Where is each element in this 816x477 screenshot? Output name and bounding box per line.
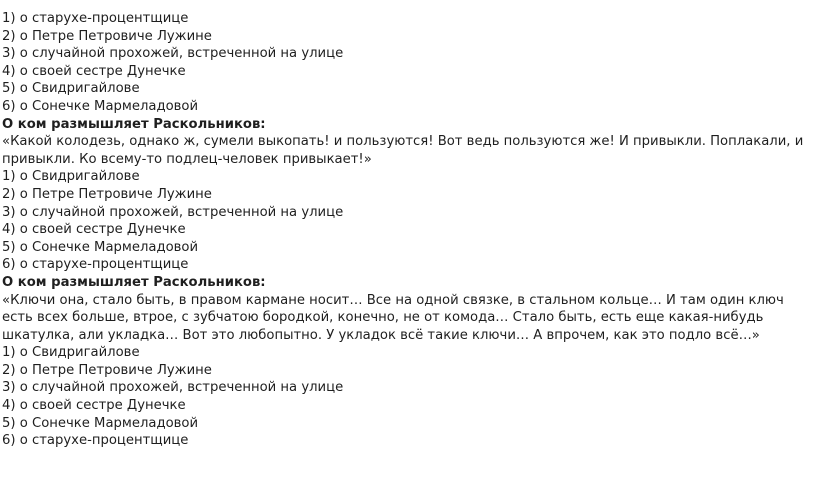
list-item: 5) о Сонечке Мармеладовой [2, 239, 199, 255]
list-item: 3) о случайной прохожей, встреченной на улице [2, 380, 344, 396]
list-item: 6) о старухе-процентщице [2, 257, 189, 273]
list-item: 2) о Петре Петровиче Лужине [2, 28, 212, 44]
list-item: 2) о Петре Петровиче Лужине [2, 186, 212, 202]
list-item: 3) о случайной прохожей, встреченной на улице [2, 204, 344, 220]
question-quote: «Какой колодезь, однако ж, сумели выкопать! и пользуются! Вот ведь пользуются же! И привыкли. Поплакали, и привыкли. Ко всему-то подлец-человек привыкает!» [2, 134, 804, 167]
list-item: 5) о Свидригайлове [2, 81, 140, 97]
question-heading: О ком размышляет Раскольников: [2, 116, 266, 132]
list-item: 4) о своей сестре Дунечке [2, 63, 186, 79]
question-heading: О ком размышляет Раскольников: [2, 274, 266, 290]
document-page [2, 10, 810, 450]
question-3 [2, 274, 810, 450]
list-item: 3) о случайной прохожей, встреченной на улице [2, 46, 344, 62]
list-item: 6) о Сонечке Мармеладовой [2, 98, 199, 114]
list-item: 4) о своей сестре Дунечке [2, 398, 186, 414]
list-item: 1) о старухе-процентщице [2, 11, 189, 26]
list-item: 1) о Свидригайлове [2, 169, 140, 185]
question-2 [2, 116, 810, 274]
list-item: 2) о Петре Петровиче Лужине [2, 362, 212, 378]
question-quote: «Ключи она, стало быть, в правом кармане носит… Все на одной связке, в стальном кольце… И там один ключ есть всех больше, втрое, с зубчатою бородкой, конечно, не от комода… Стало быть, есть еще какая-нибудь шкатулка, али укладка… Вот это любопытно. У укладок всё такие ключи… А впрочем, как это подло всё…» [2, 292, 784, 343]
option-list-1 [2, 10, 810, 116]
list-item: 4) о своей сестре Дунечке [2, 222, 186, 238]
list-item: 6) о старухе-процентщице [2, 433, 189, 449]
list-item: 5) о Сонечке Мармеладовой [2, 415, 199, 431]
list-item: 1) о Свидригайлове [2, 345, 140, 361]
